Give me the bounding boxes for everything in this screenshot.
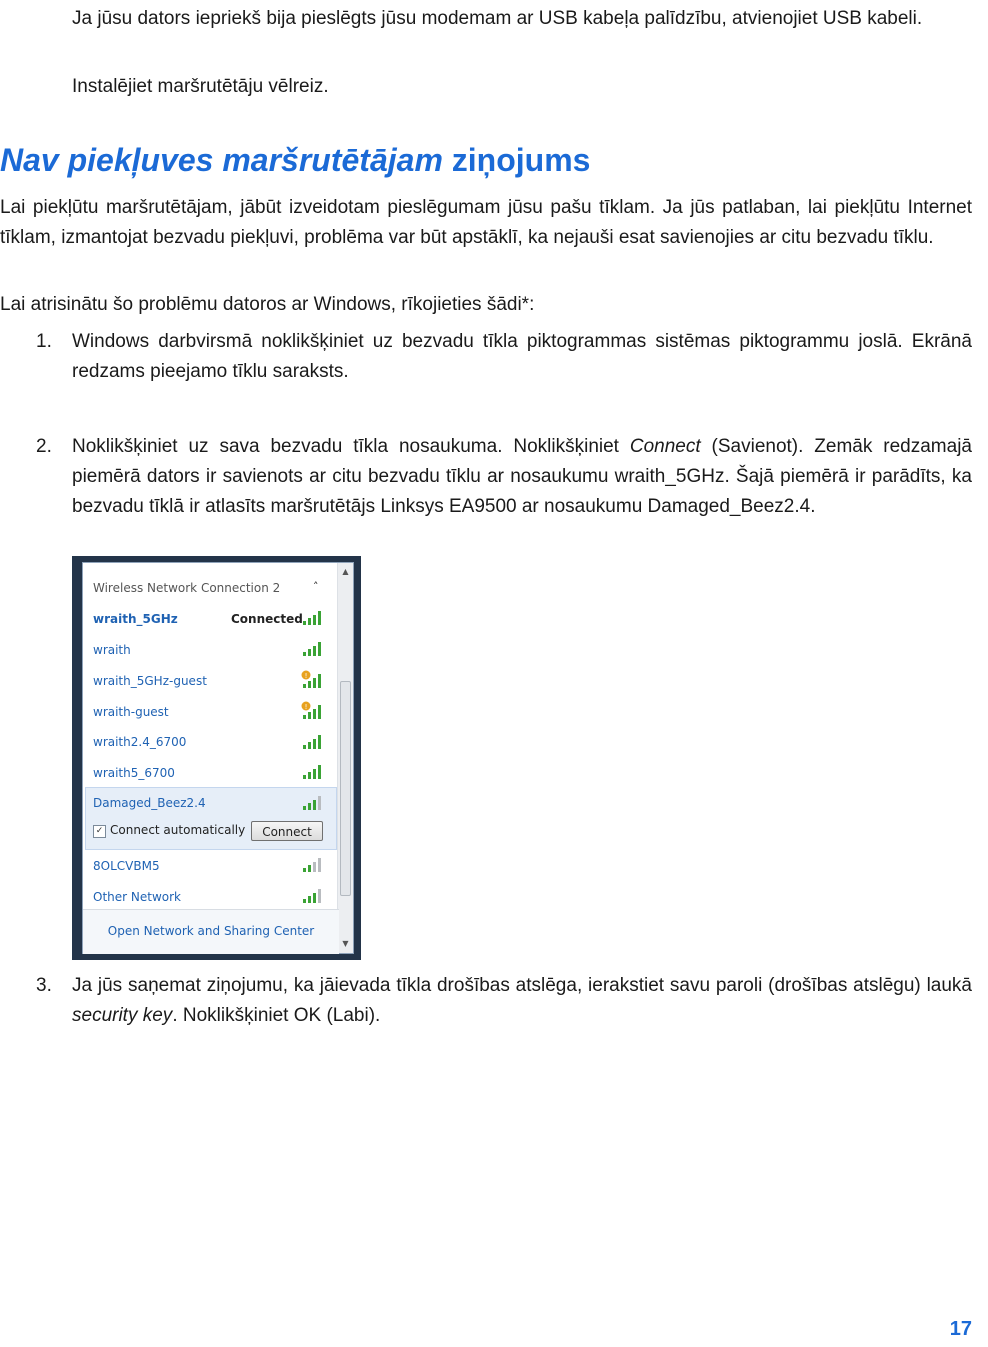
network-item-wraith2-4-6700[interactable]: wraith2.4_6700 [93, 735, 187, 749]
step-3-text [72, 971, 972, 1031]
step-1-text: Windows darbvirsmā noklikšķiniet uz bezvadu tīkla piktogrammas sistēmas piktogrammu joslā. Ekrānā redzams pieejamo tīklu saraksts. [72, 331, 972, 382]
open-network-sharing-center-link[interactable]: Open Network and Sharing Center [107, 924, 315, 938]
wireless-networks-popup [72, 556, 361, 960]
connect-button[interactable]: Connect [251, 821, 323, 841]
network-item-wraith-5ghz[interactable]: wraith_5GHz [93, 612, 178, 626]
popup-scrollbar[interactable] [337, 563, 353, 953]
step-2-text-b: (Savienot). Zemāk redzamajā piemērā dators ir savienots ar citu bezvadu tīklu ar nosaukumu wraith_5GHz. Šajā piemērā ir parādīts, ka bezvadu tīklā ir atlasīts maršrutētājs Linksys EA9500 ar nosaukumu Damaged_Beez2.4. [72, 436, 972, 517]
network-item-damaged-beez2-4[interactable]: Damaged_Beez2.4 [93, 796, 206, 810]
scroll-up-icon[interactable]: ▲ [342, 567, 349, 576]
network-item-wraith-5ghz-guest[interactable]: wraith_5GHz-guest [93, 674, 207, 688]
chevron-up-icon[interactable]: ˄ [313, 580, 319, 593]
secured-signal-icon [301, 701, 325, 719]
step-2-number: 2. [36, 436, 52, 457]
section-paragraph-1: Lai piekļūtu maršrutētājam, jābūt izveidotam pieslēgumam jūsu pašu tīklam. Ja jūs patlaban, lai piekļūtu Internet tīklam, izmantojat bezvadu piekļuvi, problēma var būt apstāklī, ka nejauši esat savienojies ar citu bezvadu tīklu. [0, 197, 972, 248]
scroll-down-icon[interactable]: ▼ [342, 939, 349, 948]
section-title-italic: Nav piekļuves maršrutētājam [0, 142, 443, 178]
section-paragraph-2: Lai atrisinātu šo problēmu datoros ar Windows, rīkojieties šādi*: [0, 294, 535, 315]
step-3-number: 3. [36, 975, 52, 996]
step-3-security-key-italic: security key [72, 1005, 173, 1026]
signal-strength-icon [301, 609, 325, 625]
svg-text:!: ! [304, 672, 308, 680]
step-2-connect-italic: Connect [629, 436, 701, 457]
scroll-thumb[interactable] [340, 681, 351, 896]
intro-line-2: Instalējiet maršrutētāju vēlreiz. [72, 76, 329, 97]
signal-strength-icon [301, 640, 325, 656]
step-3-text-a: Ja jūs saņemat ziņojumu, ka jāievada tīkla drošības atslēga, ierakstiet savu paroli (drošības atslēgu) laukā [72, 975, 972, 996]
intro-line-1: Ja jūsu dators iepriekš bija pieslēgts jūsu modemam ar USB kabeļa palīdzību, atvienojiet USB kabeli. [72, 8, 923, 29]
connect-automatically-label: Connect automatically [110, 823, 246, 837]
secured-signal-icon [301, 670, 325, 688]
signal-strength-icon [301, 763, 325, 779]
svg-text:!: ! [304, 703, 308, 711]
step-1-number: 1. [36, 331, 52, 352]
connected-status: Connected [231, 612, 303, 626]
page-number: 17 [949, 1318, 972, 1340]
network-item-8olcvbm5[interactable]: 8OLCVBM5 [93, 859, 160, 873]
network-item-other-network[interactable]: Other Network [93, 890, 181, 904]
section-title [0, 140, 590, 180]
signal-strength-icon [301, 887, 325, 903]
signal-strength-icon [301, 733, 325, 749]
signal-strength-icon [301, 794, 325, 810]
network-item-wraith-guest[interactable]: wraith-guest [93, 705, 169, 719]
step-2-text [72, 432, 972, 522]
step-2-text-a: Noklikšķiniet uz sava bezvadu tīkla nosaukuma. Noklikšķiniet [72, 436, 630, 457]
connection-header: Wireless Network Connection 2 [93, 581, 281, 595]
step-3-text-b: . Noklikšķiniet OK (Labi). [172, 1005, 381, 1026]
network-item-wraith[interactable]: wraith [93, 643, 131, 657]
signal-strength-icon [301, 856, 325, 872]
network-item-wraith5-6700[interactable]: wraith5_6700 [93, 766, 175, 780]
wireless-networks-panel [82, 562, 354, 954]
connect-automatically-checkbox[interactable]: ✓ [93, 825, 106, 838]
section-title-rest: ziņojums [442, 142, 591, 178]
